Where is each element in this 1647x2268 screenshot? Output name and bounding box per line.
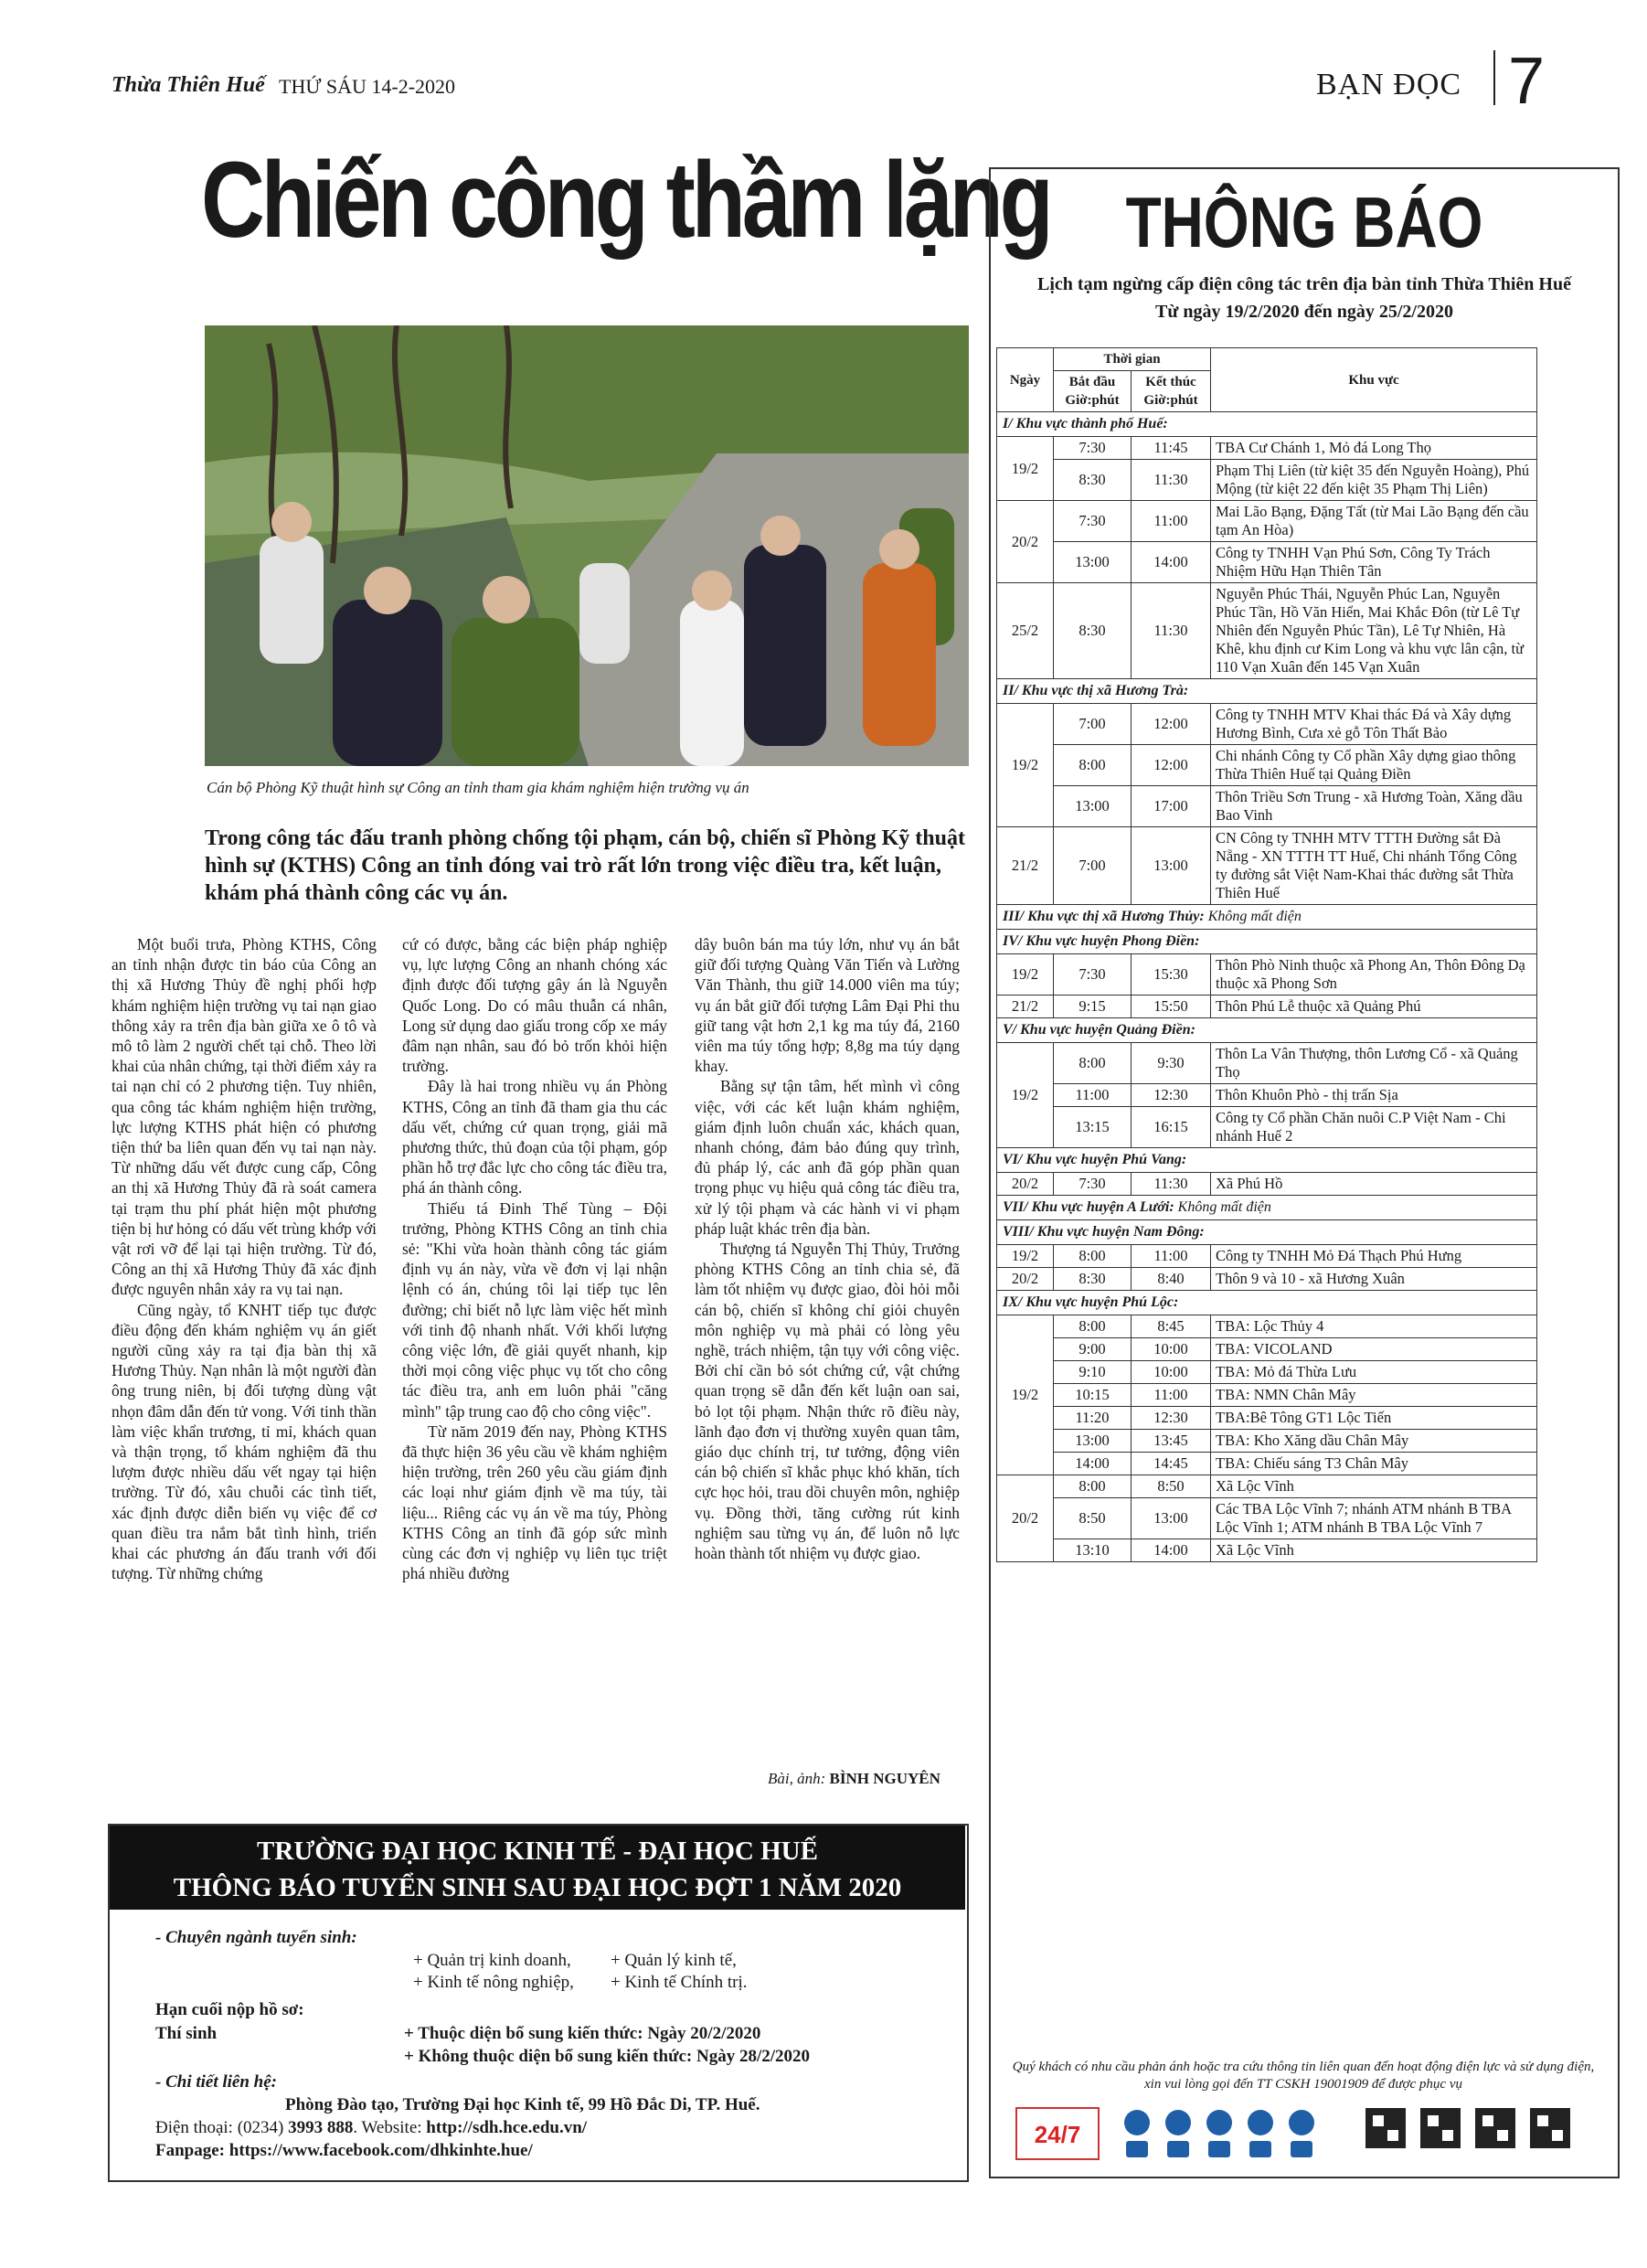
schedule-row [997, 1361, 1537, 1384]
schedule-start: 7:00 [1054, 827, 1132, 905]
region-header-row [997, 1291, 1537, 1315]
paragraph: Thượng tá Nguyễn Thị Thủy, Trưởng phòng KTHS Công an tỉnh chia sẻ, đã làm tốt nhiệm vụ được giao, đòi hỏi mỗi cán bộ, chiến sĩ không chỉ giỏi chuyên môn nghiệp vụ mà phải có lòng yêu nghề, trách nhiệm, tận tụy với công việc. Bởi chỉ cần bỏ sót chứng cứ, vật chứng quan trọng sẽ dẫn đến kết luận oan sai, bỏ lọt tội phạm. Nhận thức rõ điều này, lãnh đạo đơn vị thường xuyên quan tâm, giáo dục chính trị, tư tưởng, động viên cán bộ chiến sĩ khắc phục khó khăn, tích cực học hỏi, trau dồi chuyên môn, nghiệp vụ. Đồng thời, tăng cường rút kinh nghiệm sau từng vụ án, để luôn nỗ lực hoàn thành tốt nhiệm vụ được giao. [695, 1240, 960, 1563]
schedule-end: 14:00 [1132, 1539, 1211, 1562]
schedule-end: 11:00 [1132, 1384, 1211, 1407]
schedule-start: 8:00 [1054, 1043, 1132, 1084]
page-number: 7 [1508, 45, 1546, 118]
schedule-start: 9:10 [1054, 1361, 1132, 1384]
schedule-start: 13:10 [1054, 1539, 1132, 1562]
region-header: II/ Khu vực thị xã Hương Trà: [997, 679, 1537, 704]
schedule-area: Công ty TNHH Mỏ Đá Thạch Phú Hưng [1211, 1245, 1537, 1268]
schedule-start: 10:15 [1054, 1384, 1132, 1407]
paragraph: Cũng ngày, tổ KNHT tiếp tục được điều động đến khám nghiệm vụ án giết người cũng xảy ra tại địa bàn thị xã Hương Thủy. Nạn nhân là một người đàn ông trung niên, bị đối tượng dùng vật nhọn đâm dẫn đến tử vong. Với tinh thần làm việc khẩn trương, tỉ mỉ, khách quan và thận trọng, tổ khám nghiệm đã thu lượm được nhiều dấu vết ngay tại hiện trường. Từ đó, xâu chuỗi các tình tiết, xác định được diễn biến vụ việc để cơ quan điều tra nắm bắt tình hình, triển khai các phương án đấu tranh với đối tượng. Từ những chứng [112, 1300, 377, 1583]
paragraph: dây buôn bán ma túy lớn, như vụ án bắt giữ đối tượng Quàng Văn Tiến và Lường Văn Thành, thu giữ 14.000 viên ma túy; vụ án bắt giữ đối tượng Lâm Đại Phi thu giữ tang vật hơn 2,1 kg ma túy đá, 2160 viên ma túy tổng hợp; 8,8g ma túy dạng khay. [695, 935, 960, 1076]
section-name: BẠN ĐỌC [1316, 68, 1462, 101]
schedule-row [997, 704, 1537, 745]
schedule-start: 7:30 [1054, 437, 1132, 460]
schedule-row [997, 1539, 1537, 1562]
byline-author: BÌNH NGUYÊN [829, 1770, 940, 1787]
schedule-start: 7:00 [1054, 704, 1132, 745]
schedule-day: 19/2 [997, 437, 1054, 501]
issue-date: THỨ SÁU 14-2-2020 [279, 75, 456, 98]
major-item: + Quản trị kinh doanh, [413, 1951, 571, 1970]
schedule-row [997, 1107, 1537, 1148]
schedule-area: TBA Cư Chánh 1, Mỏ đá Long Thọ [1211, 437, 1537, 460]
header-day: Ngày [997, 348, 1054, 412]
schedule-start: 8:00 [1054, 1245, 1132, 1268]
hotline-logo-icon [1016, 2108, 1099, 2159]
header-end: Kết thúc Giờ:phút [1132, 371, 1211, 412]
schedule-end: 11:30 [1132, 583, 1211, 679]
schedule-start: 8:00 [1054, 1475, 1132, 1498]
schedule-end: 14:00 [1132, 542, 1211, 583]
schedule-area: Xã Lộc Vĩnh [1211, 1475, 1537, 1498]
header-start: Bắt đầu Giờ:phút [1054, 371, 1132, 412]
schedule-end: 16:15 [1132, 1107, 1211, 1148]
article-photo [205, 325, 969, 766]
notice-subtitle: Lịch tạm ngừng cấp điện công tác trên địa bàn tỉnh Thừa Thiên Huế [1037, 274, 1571, 294]
notice-title: THÔNG BÁO [1125, 182, 1483, 262]
schedule-area: TBA: VICOLAND [1211, 1338, 1537, 1361]
contact-label: - Chi tiết liên hệ: [155, 2072, 277, 2092]
schedule-start: 7:30 [1054, 501, 1132, 542]
schedule-start: 14:00 [1054, 1453, 1132, 1475]
schedule-area: Chi nhánh Công ty Cổ phần Xây dựng giao thông Thừa Thiên Huế tại Quảng Điền [1211, 745, 1537, 786]
schedule-row [997, 437, 1537, 460]
schedule-area: TBA:Bê Tông GT1 Lộc Tiến [1211, 1407, 1537, 1430]
region-header-row [997, 679, 1537, 704]
schedule-start: 9:15 [1054, 996, 1132, 1018]
article-headline: Chiến công thầm lặng [201, 140, 1050, 261]
schedule-row [997, 954, 1537, 996]
header-divider [1493, 50, 1495, 105]
schedule-start: 8:00 [1054, 745, 1132, 786]
schedule-end: 13:45 [1132, 1430, 1211, 1453]
schedule-end: 11:30 [1132, 460, 1211, 501]
schedule-day: 19/2 [997, 704, 1054, 827]
paragraph: Từ năm 2019 đến nay, Phòng KTHS đã thực hiện 36 yêu cầu về khám nghiệm hiện trường, trên 260 yêu cầu giám định các loại như giám định về ma túy, tài liệu... Riêng các vụ án về ma túy, Phòng KTHS Công an tỉnh đã góp sức mình cùng các đơn vị nghiệp vụ liên tục triệt phá nhiều đường [402, 1421, 667, 1583]
region-header-row [997, 412, 1537, 437]
deadline-item: + Không thuộc diện bổ sung kiến thức: Ngày 28/2/2020 [404, 2047, 811, 2066]
schedule-row [997, 1245, 1537, 1268]
schedule-area: Nguyễn Phúc Thái, Nguyễn Phúc Lan, Nguyễn Phúc Tần, Hồ Văn Hiển, Mai Khắc Đôn (từ Lê Tự Nhiên đến Nguyễn Phúc Tần), Lê Tự Nhiên, Hà Khê, khu định cư Kim Long và khu vực lân cận, từ 110 Vạn Xuân đến 145 Vạn Xuân [1211, 583, 1537, 679]
schedule-end: 13:00 [1132, 827, 1211, 905]
schedule-area: Công ty TNHH Vạn Phú Sơn, Công Ty Trách Nhiệm Hữu Hạn Thiên Tân [1211, 542, 1537, 583]
schedule-area: CN Công ty TNHH MTV TTTH Đường sắt Đà Nẵng - XN TTTH TT Huế, Chi nhánh Tổng Công ty đường sắt Việt Nam-Khai thác đường sắt Thừa Thiên Huế [1211, 827, 1537, 905]
schedule-row [997, 1453, 1537, 1475]
schedule-day: 19/2 [997, 1315, 1054, 1475]
schedule-day: 20/2 [997, 1475, 1054, 1562]
newspaper-name: Thừa Thiên Huế [112, 73, 265, 97]
schedule-start: 8:30 [1054, 460, 1132, 501]
major-item: + Quản lý kinh tế, [611, 1951, 737, 1970]
schedule-start: 8:30 [1054, 583, 1132, 679]
schedule-day: 20/2 [997, 501, 1054, 583]
schedule-start: 8:50 [1054, 1498, 1132, 1539]
schedule-row [997, 827, 1537, 905]
region-header: I/ Khu vực thành phố Huế: [997, 412, 1537, 437]
schedule-end: 12:00 [1132, 745, 1211, 786]
schedule-area: Thôn La Vân Thượng, thôn Lương Cổ - xã Quảng Thọ [1211, 1043, 1537, 1084]
region-header-row [997, 1196, 1537, 1220]
schedule-row [997, 745, 1537, 786]
outage-schedule-table [996, 347, 1537, 1562]
schedule-end: 8:45 [1132, 1315, 1211, 1338]
schedule-end: 14:45 [1132, 1453, 1211, 1475]
schedule-area: Thôn 9 và 10 - xã Hương Xuân [1211, 1268, 1537, 1291]
contact-phone-web [155, 2117, 587, 2139]
schedule-start: 7:30 [1054, 1173, 1132, 1196]
paragraph: Thiếu tá Đinh Thế Tùng – Đội trưởng, Phòng KTHS Công an tỉnh chia sẻ: "Khi vừa hoàn thành công tác giám định vụ án này, vừa về đơn vị lại nhận lệnh có án, chúng tôi lại tiếp tục lên đường; chỉ biết nỗ lực làm việc hết mình với tinh độ nhanh nhất. Với khối lượng công việc lớn, đề giải quyết nhanh, kịp thời mọi công việc phục vụ tốt cho công tác điều tra, anh em luôn phải "căng mình" tập trung cao độ cho công việc". [402, 1198, 667, 1421]
photo-caption: Cán bộ Phòng Kỹ thuật hình sự Công an tỉnh tham gia khám nghiệm hiện trường vụ án [207, 779, 749, 796]
schedule-start: 7:30 [1054, 954, 1132, 996]
region-header-row [997, 1220, 1537, 1245]
schedule-start: 13:00 [1054, 786, 1132, 827]
schedule-end: 13:00 [1132, 1498, 1211, 1539]
region-header: III/ Khu vực thị xã Hương Thủy: Không mất điện [997, 905, 1537, 930]
schedule-body [997, 412, 1537, 1562]
schedule-area: Xã Phú Hồ [1211, 1173, 1537, 1196]
schedule-day: 21/2 [997, 827, 1054, 905]
admission-ad-title [110, 1826, 965, 1910]
article-column-1 [112, 934, 377, 1584]
region-header: IV/ Khu vực huyện Phong Điền: [997, 930, 1537, 954]
schedule-day: 20/2 [997, 1173, 1054, 1196]
web-label: . Website: [353, 2118, 427, 2137]
paragraph: cứ có được, bằng các biện pháp nghiệp vụ, lực lượng Công an nhanh chóng xác định được đối tượng gây án là Nguyễn Quốc Long. Do có mâu thuẫn cá nhân, Long sử dụng dao giấu trong cốp xe máy đâm nạn nhân, sau đó bỏ trốn khỏi hiện trường. [402, 935, 667, 1076]
region-header-row [997, 930, 1537, 954]
byline-prefix: Bài, ảnh: [768, 1770, 826, 1787]
schedule-area: TBA: NMN Chân Mây [1211, 1384, 1537, 1407]
region-header: VIII/ Khu vực huyện Nam Đông: [997, 1220, 1537, 1245]
schedule-row [997, 542, 1537, 583]
schedule-area: Thôn Khuôn Phò - thị trấn Sịa [1211, 1084, 1537, 1107]
region-header: IX/ Khu vực huyện Phú Lộc: [997, 1291, 1537, 1315]
schedule-area: Phạm Thị Liên (từ kiệt 35 đến Nguyễn Hoàng), Phú Mộng (từ kiệt 22 đến kiệt 35 Phạm Thị Liên) [1211, 460, 1537, 501]
schedule-end: 11:45 [1132, 437, 1211, 460]
paragraph: Đây là hai trong nhiều vụ án Phòng KTHS, Công an tỉnh đã tham gia thu các dấu vết, chứng cứ quan trọng, giải mã phương thức, thủ đoạn của tội phạm, góp phần hỗ trợ đắc lực cho công tác điều tra, phá án thành công. [402, 1077, 667, 1198]
svg-text:24/7: 24/7 [1034, 2121, 1081, 2148]
schedule-row [997, 1315, 1537, 1338]
schedule-row [997, 1475, 1537, 1498]
fanpage-link[interactable]: Fanpage: https://www.facebook.com/dhkinhte.hue/ [155, 2141, 533, 2160]
schedule-end: 12:00 [1132, 704, 1211, 745]
region-header-row [997, 1018, 1537, 1043]
region-header-row [997, 905, 1537, 930]
schedule-end: 17:00 [1132, 786, 1211, 827]
schedule-day: 19/2 [997, 954, 1054, 996]
schedule-row [997, 1384, 1537, 1407]
phone-label: Điện thoại: (0234) [155, 2118, 289, 2137]
schedule-area: TBA: Mỏ đá Thừa Lưu [1211, 1361, 1537, 1384]
region-note: Không mất điện [1204, 909, 1302, 924]
article-lead: Trong công tác đấu tranh phòng chống tội phạm, cán bộ, chiến sĩ Phòng Kỹ thuật hình sự (KTHS) Công an tỉnh đóng vai trò rất lớn trong việc điều tra, kết luận, khám phá thành công các vụ án. [205, 826, 965, 905]
region-header: VII/ Khu vực huyện A Lưới: Không mất điện [997, 1196, 1537, 1220]
schedule-start: 13:15 [1054, 1107, 1132, 1148]
region-note: Không mất điện [1174, 1199, 1271, 1215]
schedule-area: Thôn Phò Ninh thuộc xã Phong An, Thôn Đông Dạ thuộc xã Phong Sơn [1211, 954, 1537, 996]
schedule-end: 11:00 [1132, 1245, 1211, 1268]
schedule-area: Xã Lộc Vĩnh [1211, 1539, 1537, 1562]
major-item: + Kinh tế Chính trị. [611, 1973, 748, 1992]
schedule-end: 10:00 [1132, 1338, 1211, 1361]
schedule-day: 21/2 [997, 996, 1054, 1018]
schedule-area: TBA: Lộc Thủy 4 [1211, 1315, 1537, 1338]
schedule-area: TBA: Kho Xăng dầu Chân Mây [1211, 1430, 1537, 1453]
schedule-end: 15:30 [1132, 954, 1211, 996]
paragraph: Một buổi trưa, Phòng KTHS, Công an tỉnh nhận được tin báo của Công an thị xã Hương Thủy đề nghị phối hợp khám nghiệm hiện trường vụ tai nạn giao thông xảy ra trên địa bàn giữa xe ô tô và mô tô làm 2 người chết tại chỗ. Theo lời khai của nhân chứng, tại thời điểm xảy ra tai nạn chỉ có 2 phương tiện. Tuy nhiên, qua công tác khám nghiệm hiện trường, lực lượng KTHS phát hiện có phương tiện thứ ba liên quan đến vụ tai nạn này. Từ những dấu vết được cung cấp, Công an thị xã Hương Thủy đã rà soát camera tại trạm thu phí phát hiện một phương tiện bị hư hỏng có dấu vết trùng khớp với vật rơi vỡ để lại tại hiện trường. Từ đó, Công an thị xã Hương Thủy đã xác định được nguyên nhân xảy ra vụ tai nạn. [112, 935, 377, 1299]
schedule-end: 8:50 [1132, 1475, 1211, 1498]
contact-icons-strip [1009, 2103, 1603, 2165]
schedule-row [997, 1430, 1537, 1453]
header-area: Khu vực [1211, 348, 1537, 412]
schedule-area: Thôn Triều Sơn Trung - xã Hương Toàn, Xăng dầu Bao Vinh [1211, 786, 1537, 827]
header-time: Thời gian [1054, 348, 1211, 371]
schedule-start: 8:00 [1054, 1315, 1132, 1338]
schedule-area: Mai Lão Bạng, Đặng Tất (từ Mai Lão Bạng đến cầu tạm An Hòa) [1211, 501, 1537, 542]
schedule-area: Các TBA Lộc Vĩnh 7; nhánh ATM nhánh B TBA Lộc Vĩnh 1; ATM nhánh B TBA Lộc Vĩnh 7 [1211, 1498, 1537, 1539]
schedule-row [997, 996, 1537, 1018]
schedule-end: 11:30 [1132, 1173, 1211, 1196]
schedule-start: 11:00 [1054, 1084, 1132, 1107]
major-item: + Kinh tế nông nghiệp, [413, 1973, 574, 1992]
article-byline [768, 1770, 940, 1788]
schedule-end: 9:30 [1132, 1043, 1211, 1084]
article-column-2 [402, 934, 667, 1584]
schedule-area: TBA: Chiếu sáng T3 Chân Mây [1211, 1453, 1537, 1475]
region-header: V/ Khu vực huyện Quảng Điền: [997, 1018, 1537, 1043]
schedule-start: 11:20 [1054, 1407, 1132, 1430]
phone-number: 3993 888 [288, 2118, 354, 2137]
notice-footer: Quý khách có nhu cầu phản ánh hoặc tra cứu thông tin liên quan đến hoạt động điện lực và sử dụng điện, xin vui lòng gọi đến TT CSKH 19001909 để được phục vụ [1012, 2060, 1595, 2092]
schedule-row [997, 1498, 1537, 1539]
schedule-row [997, 1084, 1537, 1107]
schedule-row [997, 460, 1537, 501]
schedule-area: Công ty TNHH MTV Khai thác Đá và Xây dựng Hương Bình, Cưa xẻ gỗ Tôn Thất Bảo [1211, 704, 1537, 745]
schedule-row [997, 583, 1537, 679]
schedule-start: 13:00 [1054, 542, 1132, 583]
schedule-end: 12:30 [1132, 1084, 1211, 1107]
article-column-3 [695, 934, 960, 1563]
schedule-row [997, 1407, 1537, 1430]
schedule-start: 9:00 [1054, 1338, 1132, 1361]
region-header-row [997, 1148, 1537, 1173]
region-header: VI/ Khu vực huyện Phú Vang: [997, 1148, 1537, 1173]
contact-address: Phòng Đào tạo, Trường Đại học Kinh tế, 99 Hồ Đắc Di, TP. Huế. [285, 2095, 760, 2114]
schedule-row [997, 501, 1537, 542]
schedule-area: Công ty Cổ phần Chăn nuôi C.P Việt Nam - Chi nhánh Huế 2 [1211, 1107, 1537, 1148]
paragraph: Bằng sự tận tâm, hết mình vì công việc, với các kết luận khám nghiệm, giám định luôn chuẩn xác, khách quan, nhanh chóng, đảm bảo đúng quy trình, đủ pháp lý, các anh đã góp phần quan trọng phục vụ hiệu quả công tác điều tra, xử lý tội phạm và các hành vi vi phạm pháp luật khác trên địa bàn. [695, 1077, 960, 1238]
schedule-start: 13:00 [1054, 1430, 1132, 1453]
majors-label: - Chuyên ngành tuyển sinh: [155, 1928, 357, 1947]
schedule-row [997, 786, 1537, 827]
schedule-end: 11:00 [1132, 501, 1211, 542]
schedule-row [997, 1268, 1537, 1291]
deadline-item: + Thuộc diện bổ sung kiến thức: Ngày 20/2/2020 [404, 2024, 761, 2043]
schedule-area: Thôn Phú Lễ thuộc xã Quảng Phú [1211, 996, 1537, 1018]
candidate-label: Thí sinh [155, 2024, 218, 2043]
schedule-end: 8:40 [1132, 1268, 1211, 1291]
schedule-row [997, 1338, 1537, 1361]
notice-date-range: Từ ngày 19/2/2020 đến ngày 25/2/2020 [1155, 302, 1453, 322]
schedule-day: 19/2 [997, 1043, 1054, 1148]
website-link[interactable]: http://sdh.hce.edu.vn/ [426, 2118, 588, 2137]
schedule-end: 12:30 [1132, 1407, 1211, 1430]
schedule-end: 15:50 [1132, 996, 1211, 1018]
ad-title-line-2: THÔNG BÁO TUYỂN SINH SAU ĐẠI HỌC ĐỢT 1 NĂM 2020 [173, 1873, 902, 1902]
deadline-label: Hạn cuối nộp hồ sơ: [155, 2000, 304, 2019]
schedule-day: 19/2 [997, 1245, 1054, 1268]
ad-title-line-1: TRƯỜNG ĐẠI HỌC KINH TẾ - ĐẠI HỌC HUẾ [257, 1837, 818, 1866]
schedule-day: 25/2 [997, 583, 1054, 679]
schedule-day: 20/2 [997, 1268, 1054, 1291]
schedule-start: 8:30 [1054, 1268, 1132, 1291]
schedule-end: 10:00 [1132, 1361, 1211, 1384]
schedule-row [997, 1173, 1537, 1196]
schedule-row [997, 1043, 1537, 1084]
